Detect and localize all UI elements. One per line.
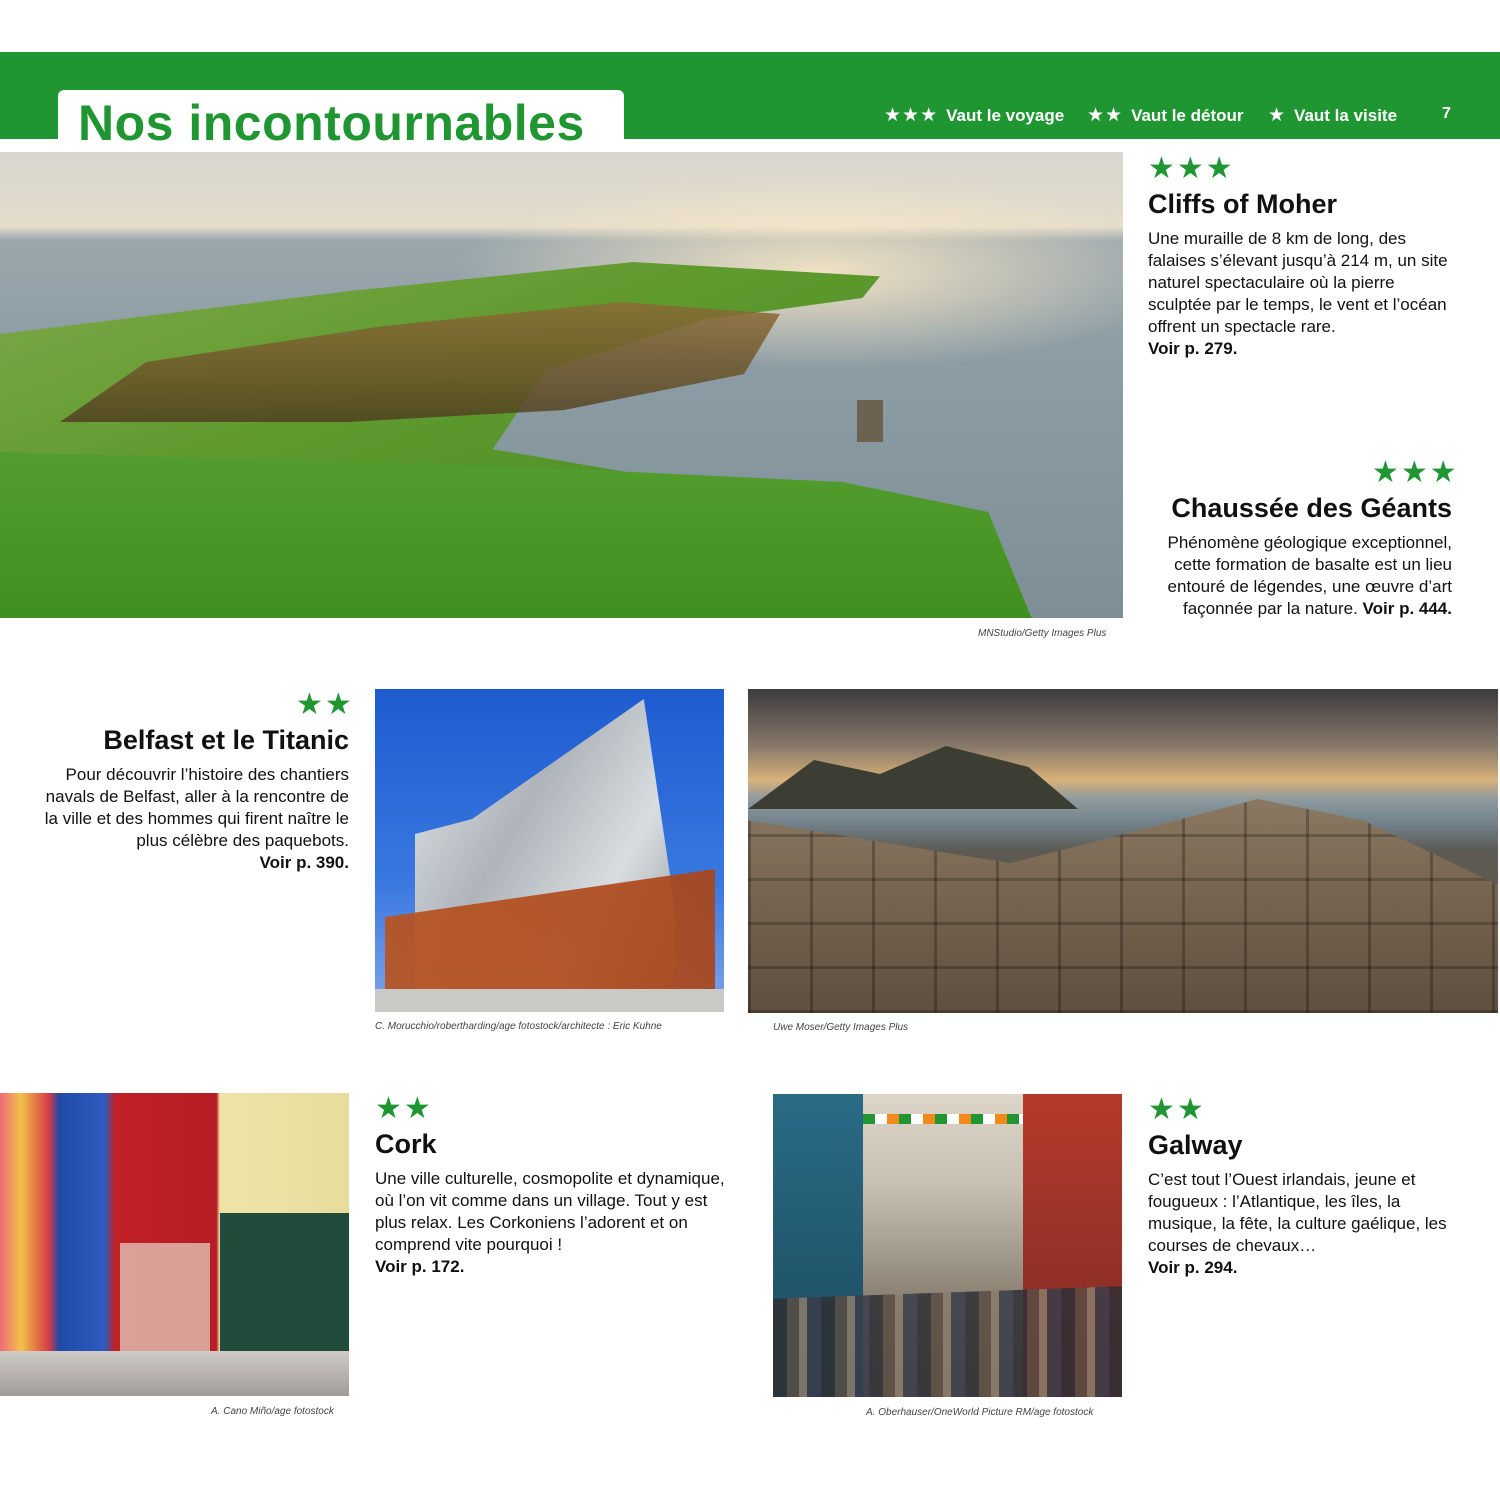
photo-ground — [375, 989, 724, 1012]
photo-headland — [748, 739, 1078, 809]
photo-credit: C. Morucchio/robertharding/age fotostock/architecte : Eric Kuhne — [375, 1021, 662, 1032]
three-stars-icon: ★★★ — [1372, 456, 1459, 489]
page-number: 7 — [1442, 105, 1451, 122]
entry-description — [375, 1168, 730, 1278]
two-stars-icon: ★★ — [1148, 1093, 1206, 1126]
entry-text: Phénomène géologique exceptionnel, cette formation de basalte est un lieu entouré de légendes, une œuvre d’art façonnée par la nature. — [1167, 533, 1452, 618]
entry-title: Belfast et le Titanic — [103, 725, 349, 755]
entry-description — [1148, 228, 1448, 360]
page-reference-link[interactable]: Voir p. 444. — [1362, 599, 1452, 618]
photo-tower — [857, 400, 883, 442]
legend-label: Vaut le voyage — [946, 105, 1065, 125]
galway-street-photo — [773, 1094, 1122, 1397]
entry-text: Une muraille de 8 km de long, des falaises s’élevant jusqu’à 214 m, un site naturel spectaculaire où la pierre sculptée par le temps, le vent et l’océan offrent un spectacle rare. — [1148, 229, 1448, 336]
three-stars-icon: ★★★ — [884, 105, 939, 126]
page-reference-link[interactable]: Voir p. 172. — [375, 1257, 465, 1276]
entry-title: Cork — [375, 1129, 437, 1159]
giants-causeway-photo — [748, 689, 1498, 1013]
entry-description — [40, 764, 349, 874]
entry-description — [1148, 1169, 1448, 1279]
entry-text: Pour découvrir l’histoire des chantiers navals de Belfast, aller à la rencontre de la ville et des hommes qui firent naître le plus célèbre des paquebots. — [44, 765, 349, 850]
photo-credit: A. Cano Miño/age fotostock — [211, 1406, 334, 1417]
page-reference-link[interactable]: Voir p. 279. — [1148, 339, 1238, 358]
cork-street-photo — [0, 1093, 349, 1396]
two-stars-icon: ★★ — [296, 688, 354, 721]
three-stars-icon: ★★★ — [1148, 152, 1235, 185]
photo-street — [0, 1351, 349, 1396]
entry-text: C’est tout l’Ouest irlandais, jeune et fougueux : l’Atlantique, les îles, la musique, la fête, la culture gaélique, les courses de chevaux… — [1148, 1170, 1447, 1255]
legend-label: Vaut la visite — [1294, 105, 1398, 125]
photo-credit: A. Oberhauser/OneWorld Picture RM/age fotostock — [866, 1407, 1094, 1418]
entry-title: Chaussée des Géants — [1171, 493, 1452, 523]
two-stars-icon: ★★ — [1087, 105, 1124, 126]
entry-title: Galway — [1148, 1130, 1243, 1160]
two-stars-icon: ★★ — [375, 1092, 433, 1125]
page-reference-link[interactable]: Voir p. 294. — [1148, 1258, 1238, 1277]
legend-three-stars — [884, 104, 1064, 127]
page-reference-link[interactable]: Voir p. 390. — [259, 853, 349, 872]
photo-credit: MNStudio/Getty Images Plus — [978, 628, 1107, 639]
photo-window — [120, 1243, 210, 1353]
legend-label: Vaut le détour — [1131, 105, 1244, 125]
one-star-icon: ★ — [1268, 105, 1287, 126]
photo-basalt-columns — [748, 799, 1498, 1013]
legend-one-star — [1268, 104, 1397, 127]
titanic-belfast-photo — [375, 689, 724, 1012]
page-title: Nos incontournables — [78, 95, 585, 151]
entry-title: Cliffs of Moher — [1148, 189, 1337, 219]
entry-text: Une ville culturelle, cosmopolite et dynamique, où l’on vit comme dans un village. Tout y est plus relax. Les Corkoniens l’adorent et on comprend vite pourquoi ! — [375, 1169, 725, 1254]
photo-credit: Uwe Moser/Getty Images Plus — [773, 1022, 909, 1033]
cliffs-of-moher-photo — [0, 152, 1123, 618]
entry-description — [1140, 532, 1452, 620]
photo-bunting — [863, 1114, 1023, 1124]
legend-two-stars — [1087, 104, 1244, 127]
